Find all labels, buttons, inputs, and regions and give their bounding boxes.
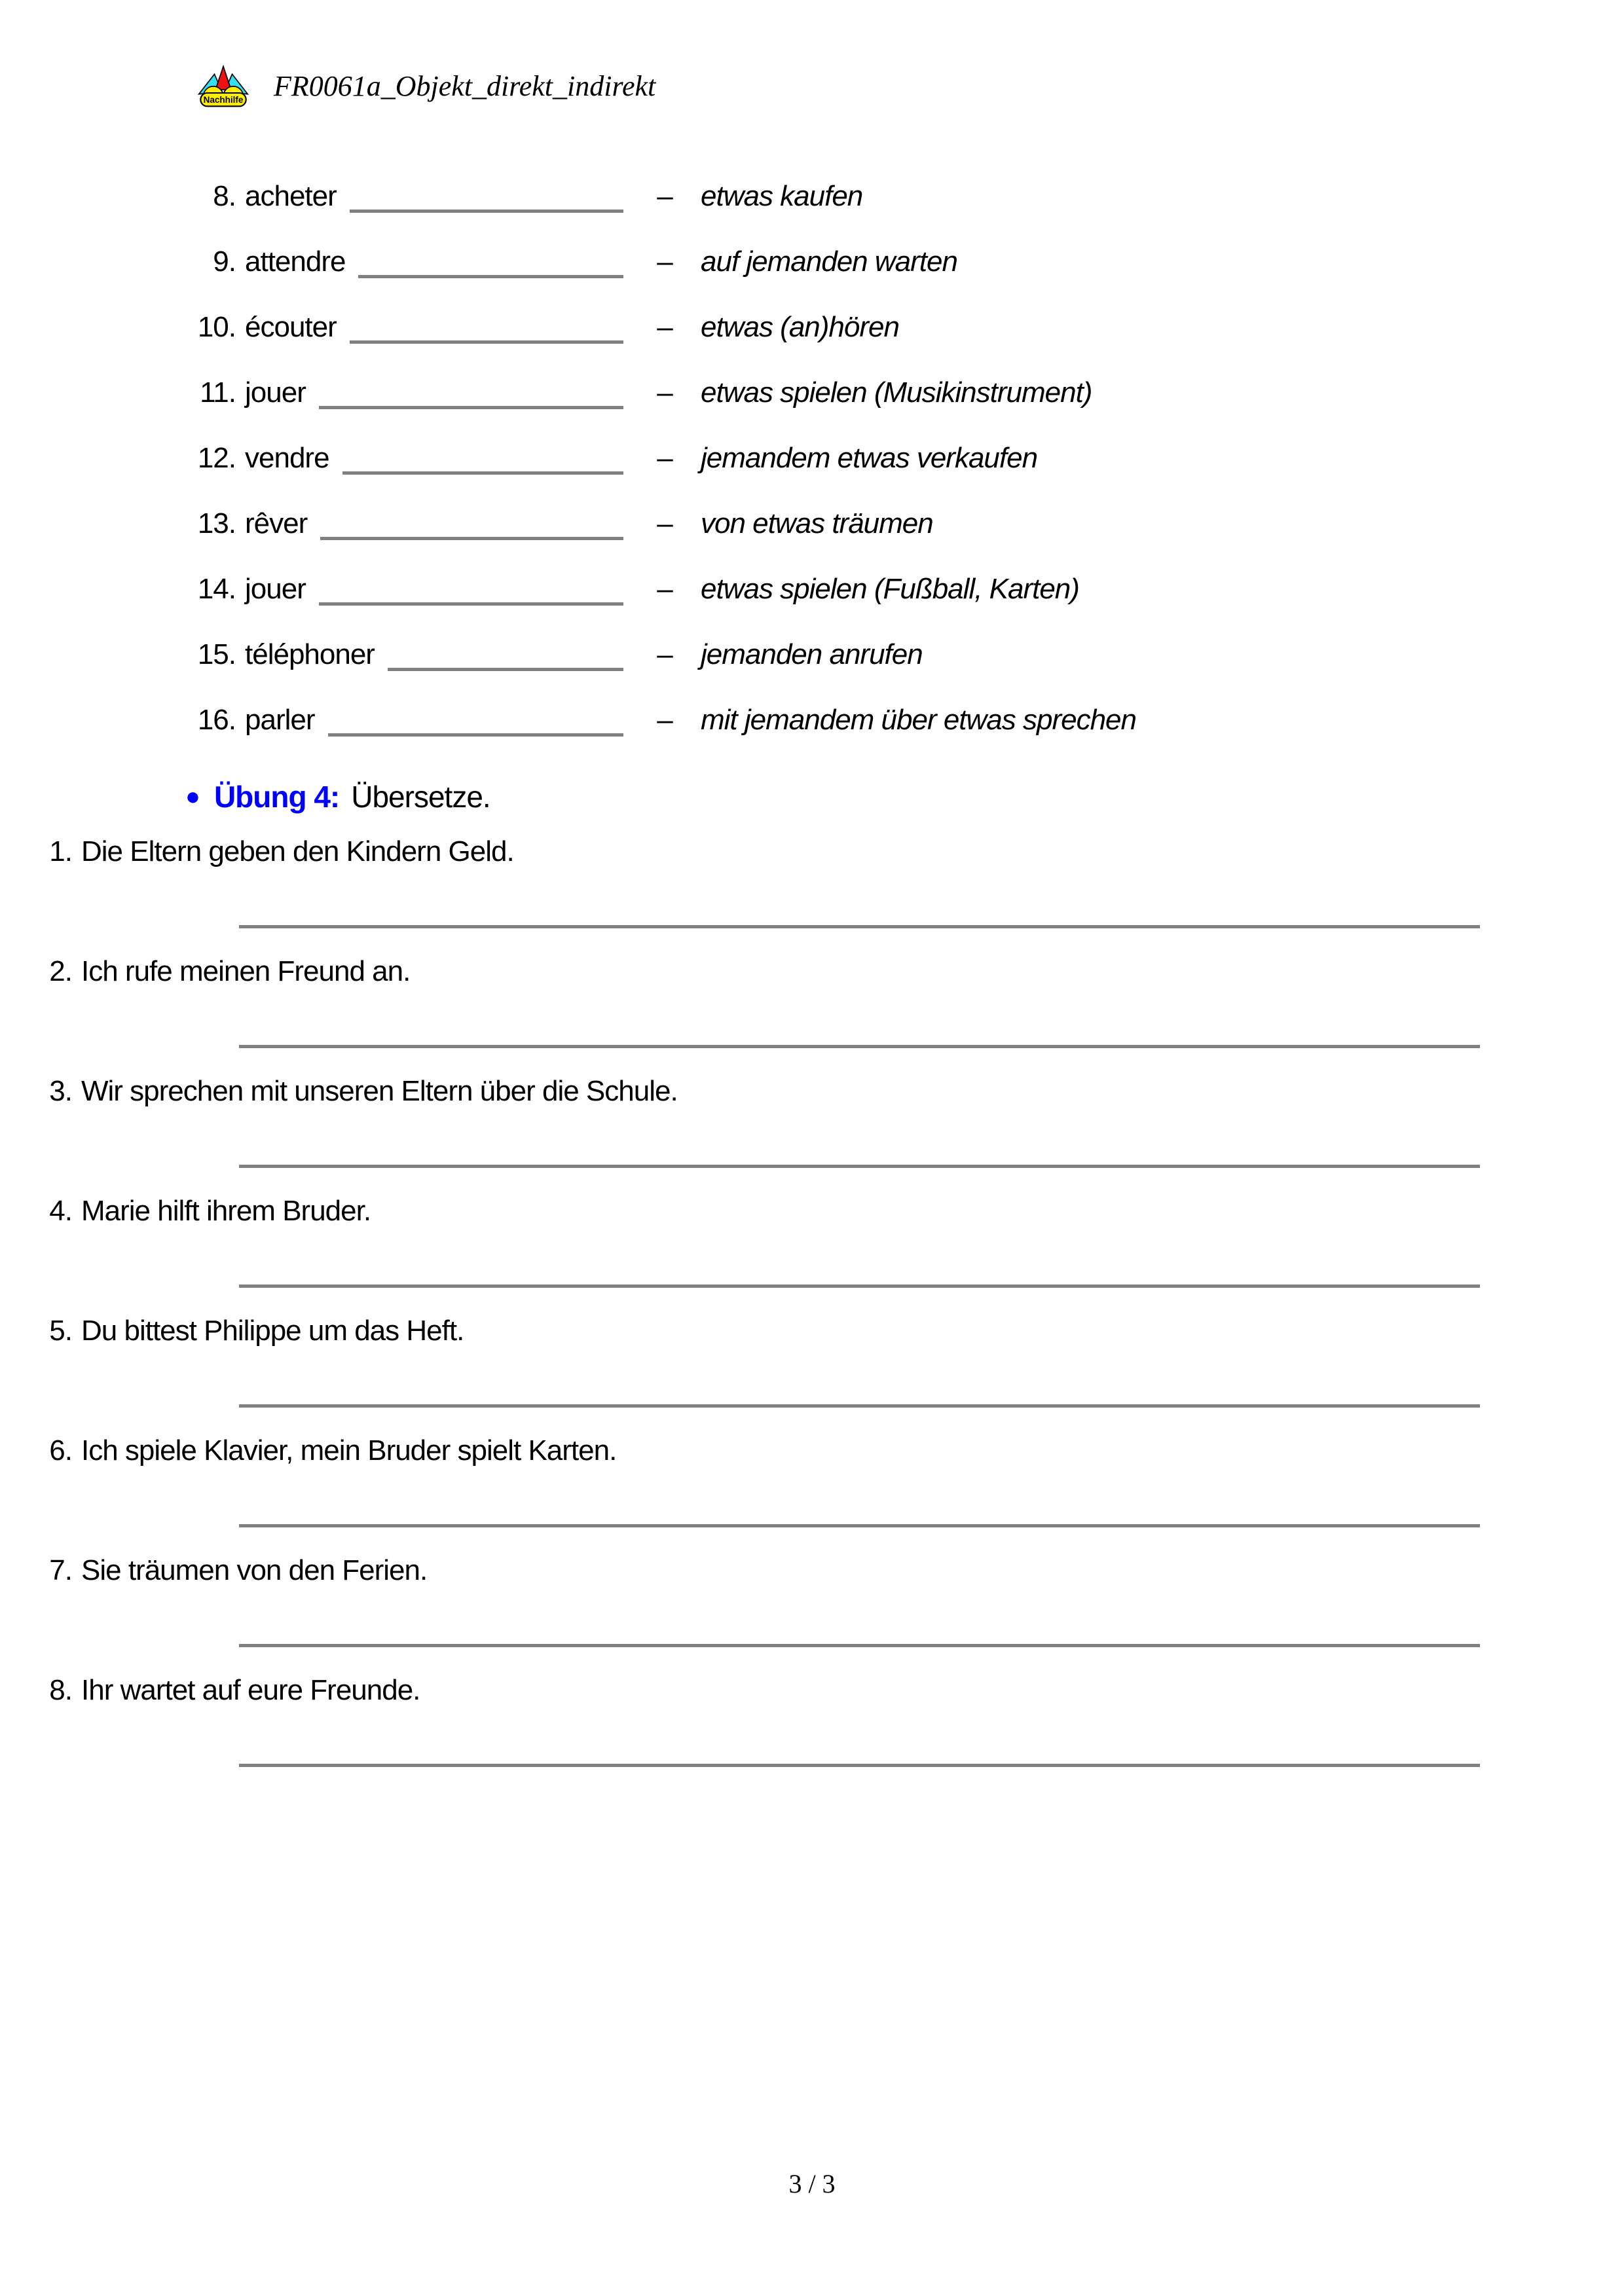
dash-separator: – <box>657 442 673 474</box>
sentence-text: Du bittest Philippe um das Heft. <box>81 1315 464 1347</box>
vocab-german-translation: jemanden anrufen <box>701 638 923 670</box>
sentence-text: Sie träumen von den Ferien. <box>81 1554 428 1586</box>
vocab-row <box>0 556 1624 622</box>
sentence-text: Die Eltern geben den Kindern Geld. <box>81 835 514 867</box>
dash-separator: – <box>657 311 673 343</box>
vocab-row <box>0 164 1624 229</box>
sentence-item <box>0 937 1624 1057</box>
vocab-blank-line <box>320 508 623 540</box>
answer-line <box>239 1404 1480 1408</box>
vocab-blank-line <box>319 574 623 606</box>
sentence-item <box>0 1176 1624 1296</box>
vocab-blank-line <box>319 377 623 409</box>
vocab-blank-line <box>358 246 623 278</box>
vocab-blank-line <box>342 443 623 475</box>
answer-line <box>239 1644 1480 1647</box>
vocab-list <box>0 164 1624 753</box>
document-title: FR0061a_Objekt_direkt_indirekt <box>274 69 656 102</box>
vocab-row <box>0 491 1624 556</box>
vocab-german-translation: auf jemanden warten <box>701 246 957 278</box>
exercise-instruction: Übersetze. <box>351 780 490 814</box>
vocab-german-translation: etwas (an)hören <box>701 311 899 343</box>
page-number: 3 / 3 <box>788 2169 836 2198</box>
sentence-item <box>0 1057 1624 1176</box>
vocab-verb: vendre <box>245 442 329 474</box>
dash-separator: – <box>657 704 673 736</box>
bullet-icon: ● <box>185 782 200 811</box>
sentence-item <box>0 1536 1624 1656</box>
sentence-text: Ich spiele Klavier, mein Bruder spielt Karten. <box>81 1434 617 1467</box>
vocab-verb: téléphoner <box>245 638 375 670</box>
vocab-verb: écouter <box>245 311 337 343</box>
vocab-blank-line <box>388 639 623 671</box>
vocab-row <box>0 229 1624 295</box>
vocab-number: 16. <box>197 704 236 736</box>
answer-line <box>239 1045 1480 1048</box>
vocab-number: 10. <box>197 311 236 343</box>
sentence-text: Ihr wartet auf eure Freunde. <box>81 1674 420 1706</box>
nachhilfe-logo <box>195 64 251 107</box>
vocab-row <box>0 360 1624 426</box>
sentence-item <box>0 1656 1624 1776</box>
vocab-number: 13. <box>197 507 236 539</box>
sentence-text: Marie hilft ihrem Bruder. <box>81 1195 371 1227</box>
sentence-number: 4. <box>49 1195 72 1227</box>
dash-separator: – <box>657 376 673 409</box>
sentence-item <box>0 1296 1624 1416</box>
vocab-german-translation: jemandem etwas verkaufen <box>701 442 1038 474</box>
sentence-number: 5. <box>49 1315 72 1347</box>
dash-separator: – <box>657 246 673 278</box>
vocab-blank-line <box>350 312 623 344</box>
exercise-heading <box>185 779 490 814</box>
vocab-number: 11. <box>200 376 236 409</box>
vocab-verb: jouer <box>245 573 306 605</box>
vocab-number: 14. <box>197 573 236 605</box>
vocab-verb: parler <box>245 704 315 736</box>
vocab-number: 9. <box>213 246 236 278</box>
logo-nachhilfe-text: Nachhilfe <box>203 95 244 105</box>
vocab-verb: jouer <box>245 376 306 409</box>
sentence-number: 1. <box>49 835 72 867</box>
sentence-number: 2. <box>49 955 72 987</box>
vocab-row <box>0 426 1624 491</box>
sentence-text: Wir sprechen mit unseren Eltern über die Schule. <box>81 1075 678 1107</box>
vocab-blank-line <box>350 181 623 213</box>
sentence-list <box>0 817 1624 1776</box>
sentence-number: 6. <box>49 1434 72 1467</box>
dash-separator: – <box>657 180 673 212</box>
answer-line <box>239 1524 1480 1527</box>
vocab-number: 8. <box>213 180 236 212</box>
mountain-logo-icon <box>195 64 251 107</box>
sentence-number: 3. <box>49 1075 72 1107</box>
dash-separator: – <box>657 573 673 605</box>
sentence-item <box>0 817 1624 937</box>
vocab-blank-line <box>328 704 624 737</box>
answer-line <box>239 1165 1480 1168</box>
answer-line <box>239 1764 1480 1767</box>
vocab-number: 15. <box>197 638 236 670</box>
vocab-verb: attendre <box>245 246 346 278</box>
sentence-number: 8. <box>49 1674 72 1706</box>
vocab-german-translation: mit jemandem über etwas sprechen <box>701 704 1136 736</box>
answer-line <box>239 1285 1480 1288</box>
vocab-german-translation: etwas kaufen <box>701 180 863 212</box>
dash-separator: – <box>657 507 673 539</box>
vocab-row <box>0 622 1624 687</box>
vocab-number: 12. <box>197 442 236 474</box>
vocab-verb: rêver <box>245 507 308 539</box>
sentence-item <box>0 1416 1624 1536</box>
vocab-verb: acheter <box>245 180 337 212</box>
sentence-text: Ich rufe meinen Freund an. <box>81 955 411 987</box>
answer-line <box>239 925 1480 928</box>
vocab-german-translation: etwas spielen (Fußball, Karten) <box>701 573 1079 605</box>
sentence-number: 7. <box>49 1554 72 1586</box>
dash-separator: – <box>657 638 673 670</box>
exercise-label: Übung 4: <box>213 780 340 814</box>
vocab-german-translation: von etwas träumen <box>701 507 933 539</box>
vocab-row <box>0 295 1624 360</box>
page-header <box>195 64 655 107</box>
vocab-row <box>0 687 1624 753</box>
vocab-german-translation: etwas spielen (Musikinstrument) <box>701 376 1092 409</box>
